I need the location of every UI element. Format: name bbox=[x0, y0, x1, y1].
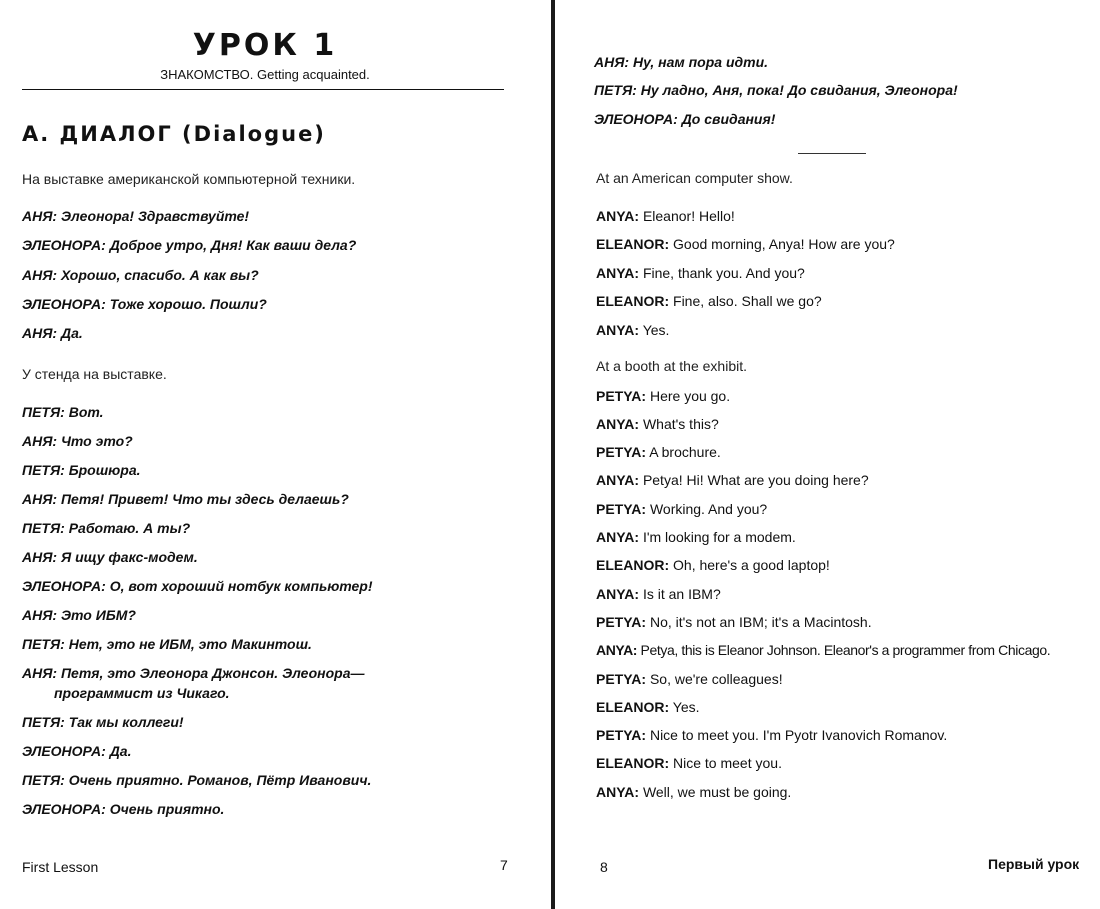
dialogue-line bbox=[22, 431, 133, 451]
line-text: Тоже хорошо. Пошли? bbox=[109, 296, 267, 312]
dialogue-line bbox=[594, 52, 768, 72]
speaker-label: АНЯ: bbox=[22, 433, 58, 449]
speaker-label: АНЯ: bbox=[22, 325, 58, 341]
speaker-label: ЭЛЕОНОРА: bbox=[22, 296, 106, 312]
line-text: Так мы коллеги! bbox=[68, 714, 184, 730]
line-text: Nice to meet you. bbox=[673, 755, 782, 771]
dialogue-line bbox=[22, 323, 83, 343]
line-text-continuation: программист из Чикаго. bbox=[54, 685, 230, 701]
line-text: Хорошо, спасибо. А как вы? bbox=[60, 267, 259, 283]
line-text: Nice to meet you. I'm Pyotr Ivanovich Romanov. bbox=[649, 727, 948, 743]
speaker-label: АНЯ: bbox=[22, 665, 58, 681]
footer-label: Первый урок bbox=[988, 856, 1080, 872]
line-text: So, we're colleagues! bbox=[649, 671, 783, 687]
dialogue-line bbox=[22, 402, 104, 422]
speaker-label: ELEANOR: bbox=[596, 699, 670, 715]
speaker-label: ANYA: bbox=[596, 784, 640, 800]
speaker-label: ЭЛЕОНОРА: bbox=[22, 801, 106, 817]
line-text: До свидания! bbox=[681, 111, 776, 127]
dialogue-line bbox=[596, 640, 1050, 660]
dialogue-line bbox=[596, 612, 872, 632]
line-text: Доброе утро, Дня! Как ваши дела? bbox=[109, 237, 357, 253]
line-text: Yes. bbox=[642, 322, 670, 338]
line-text: Да. bbox=[109, 743, 132, 759]
dialogue-line bbox=[596, 697, 700, 717]
scene-description: На выставке американской компьютерной техники. bbox=[22, 171, 356, 187]
dialogue-line bbox=[22, 294, 267, 314]
speaker-label: АНЯ: bbox=[22, 267, 58, 283]
line-text: No, it's not an IBM; it's a Macintosh. bbox=[649, 614, 872, 630]
dialogue-line bbox=[596, 470, 869, 490]
dialogue-line bbox=[594, 80, 958, 100]
dialogue-line bbox=[596, 499, 767, 519]
speaker-label: ПЕТЯ: bbox=[22, 636, 65, 652]
speaker-label: АНЯ: bbox=[22, 491, 58, 507]
line-text: What's this? bbox=[642, 416, 719, 432]
scene-description: У стенда на выставке. bbox=[22, 366, 167, 382]
speaker-label: АНЯ: bbox=[22, 607, 58, 623]
line-text: I'm looking for a modem. bbox=[642, 529, 796, 545]
dialogue-line bbox=[596, 753, 782, 773]
dialogue-line bbox=[596, 527, 796, 547]
speaker-label: ANYA: bbox=[596, 472, 640, 488]
dialogue-line bbox=[594, 109, 775, 129]
speaker-label: ПЕТЯ: bbox=[22, 404, 65, 420]
dialogue-line bbox=[22, 265, 259, 285]
speaker-label: ELEANOR: bbox=[596, 755, 670, 771]
line-text: Working. And you? bbox=[649, 501, 768, 517]
dialogue-line bbox=[596, 206, 735, 226]
speaker-label: АНЯ: bbox=[22, 208, 58, 224]
page-number: 7 bbox=[500, 857, 508, 873]
dialogue-line bbox=[596, 386, 730, 406]
speaker-label: ЭЛЕОНОРА: bbox=[22, 578, 106, 594]
speaker-label: ПЕТЯ: bbox=[594, 82, 637, 98]
line-text: Нет, это не ИБМ, это Макинтош. bbox=[68, 636, 312, 652]
line-text: Well, we must be going. bbox=[642, 784, 792, 800]
line-text: Oh, here's a good laptop! bbox=[673, 557, 830, 573]
speaker-label: АНЯ: bbox=[22, 549, 58, 565]
dialogue-line bbox=[596, 291, 822, 311]
speaker-label: ELEANOR: bbox=[596, 236, 670, 252]
line-text: Petya! Hi! What are you doing here? bbox=[642, 472, 869, 488]
speaker-label: АНЯ: bbox=[594, 54, 630, 70]
line-text: Петя, это Элеонора Джонсон. Элеонора— bbox=[60, 665, 365, 681]
speaker-label: ANYA: bbox=[596, 416, 640, 432]
speaker-label: PETYA: bbox=[596, 671, 647, 687]
page-number: 8 bbox=[600, 859, 608, 875]
line-text: Yes. bbox=[672, 699, 700, 715]
speaker-label: ANYA: bbox=[596, 529, 640, 545]
dialogue-line bbox=[596, 263, 805, 283]
lesson-subtitle: ЗНАКОМСТВО. Getting acquainted. bbox=[160, 67, 370, 82]
speaker-label: ELEANOR: bbox=[596, 293, 670, 309]
speaker-label: ANYA: bbox=[596, 586, 640, 602]
speaker-label: PETYA: bbox=[596, 501, 647, 517]
speaker-label: ЭЛЕОНОРА: bbox=[594, 111, 678, 127]
line-text: О, вот хороший нотбук компьютер! bbox=[109, 578, 373, 594]
dialogue-line bbox=[22, 770, 371, 790]
line-text: Очень приятно. bbox=[109, 801, 225, 817]
dialogue-line bbox=[596, 320, 669, 340]
line-text: Good morning, Anya! How are you? bbox=[673, 236, 895, 252]
dialogue-line bbox=[596, 725, 947, 745]
line-text: Fine, thank you. And you? bbox=[642, 265, 805, 281]
line-text: Вот. bbox=[68, 404, 104, 420]
line-text: Петя! Привет! Что ты здесь делаешь? bbox=[60, 491, 349, 507]
line-text: Я ищу факс-модем. bbox=[60, 549, 198, 565]
dialogue-line bbox=[22, 605, 136, 625]
speaker-label: ANYA: bbox=[596, 322, 640, 338]
line-text: Ну ладно, Аня, пока! До свидания, Элеонора! bbox=[640, 82, 958, 98]
right-page bbox=[556, 0, 1100, 909]
section-heading: А. ДИАЛОГ (Dialogue) bbox=[22, 122, 326, 146]
dialogue-line bbox=[596, 414, 719, 434]
line-text: Is it an IBM? bbox=[642, 586, 721, 602]
speaker-label: ПЕТЯ: bbox=[22, 714, 65, 730]
line-text: Fine, also. Shall we go? bbox=[673, 293, 822, 309]
line-text: Да. bbox=[60, 325, 83, 341]
dialogue-line bbox=[596, 669, 783, 689]
speaker-label: ЭЛЕОНОРА: bbox=[22, 743, 106, 759]
speaker-label: PETYA: bbox=[596, 388, 647, 404]
dialogue-line bbox=[596, 782, 791, 802]
dialogue-line bbox=[596, 442, 721, 462]
speaker-label: PETYA: bbox=[596, 614, 647, 630]
speaker-label: PETYA: bbox=[596, 444, 647, 460]
speaker-label: ПЕТЯ: bbox=[22, 520, 65, 536]
dialogue-line bbox=[22, 576, 373, 596]
lesson-title: УРОК 1 bbox=[192, 28, 338, 63]
scene-description: At a booth at the exhibit. bbox=[596, 358, 747, 374]
line-text: Очень приятно. Романов, Пётр Иванович. bbox=[68, 772, 372, 788]
title-rule bbox=[22, 89, 504, 90]
dialogue-line bbox=[596, 555, 830, 575]
line-text: Брошюра. bbox=[68, 462, 141, 478]
footer-label: First Lesson bbox=[22, 859, 99, 875]
dialogue-line bbox=[22, 799, 224, 819]
speaker-label: ПЕТЯ: bbox=[22, 772, 65, 788]
dialogue-line bbox=[22, 634, 312, 654]
dialogue-line bbox=[22, 547, 198, 567]
line-text: A brochure. bbox=[649, 444, 721, 460]
line-text: Eleanor! Hello! bbox=[642, 208, 735, 224]
book-gutter bbox=[551, 0, 555, 909]
dialogue-line bbox=[596, 234, 895, 254]
dialogue-line bbox=[22, 663, 365, 703]
dialogue-line bbox=[22, 518, 190, 538]
dialogue-line bbox=[22, 741, 131, 761]
speaker-label: ANYA: bbox=[596, 265, 640, 281]
section-divider bbox=[798, 153, 866, 154]
line-text: Petya, this is Eleanor Johnson. Eleanor's a programmer from Chicago. bbox=[640, 642, 1051, 658]
speaker-label: ELEANOR: bbox=[596, 557, 670, 573]
line-text: Работаю. А ты? bbox=[68, 520, 191, 536]
dialogue-line bbox=[22, 489, 349, 509]
dialogue-line bbox=[22, 206, 249, 226]
dialogue-line bbox=[22, 712, 184, 732]
speaker-label: ЭЛЕОНОРА: bbox=[22, 237, 106, 253]
speaker-label: ANYA: bbox=[596, 642, 638, 658]
speaker-label: ANYA: bbox=[596, 208, 640, 224]
speaker-label: ПЕТЯ: bbox=[22, 462, 65, 478]
line-text: Here you go. bbox=[649, 388, 731, 404]
dialogue-line bbox=[22, 235, 356, 255]
dialogue-line bbox=[22, 460, 141, 480]
dialogue-line bbox=[596, 584, 721, 604]
line-text: Что это? bbox=[60, 433, 133, 449]
line-text: Это ИБМ? bbox=[60, 607, 136, 623]
scene-description: At an American computer show. bbox=[596, 170, 793, 186]
speaker-label: PETYA: bbox=[596, 727, 647, 743]
line-text: Элеонора! Здравствуйте! bbox=[60, 208, 250, 224]
line-text: Ну, нам пора идти. bbox=[632, 54, 769, 70]
